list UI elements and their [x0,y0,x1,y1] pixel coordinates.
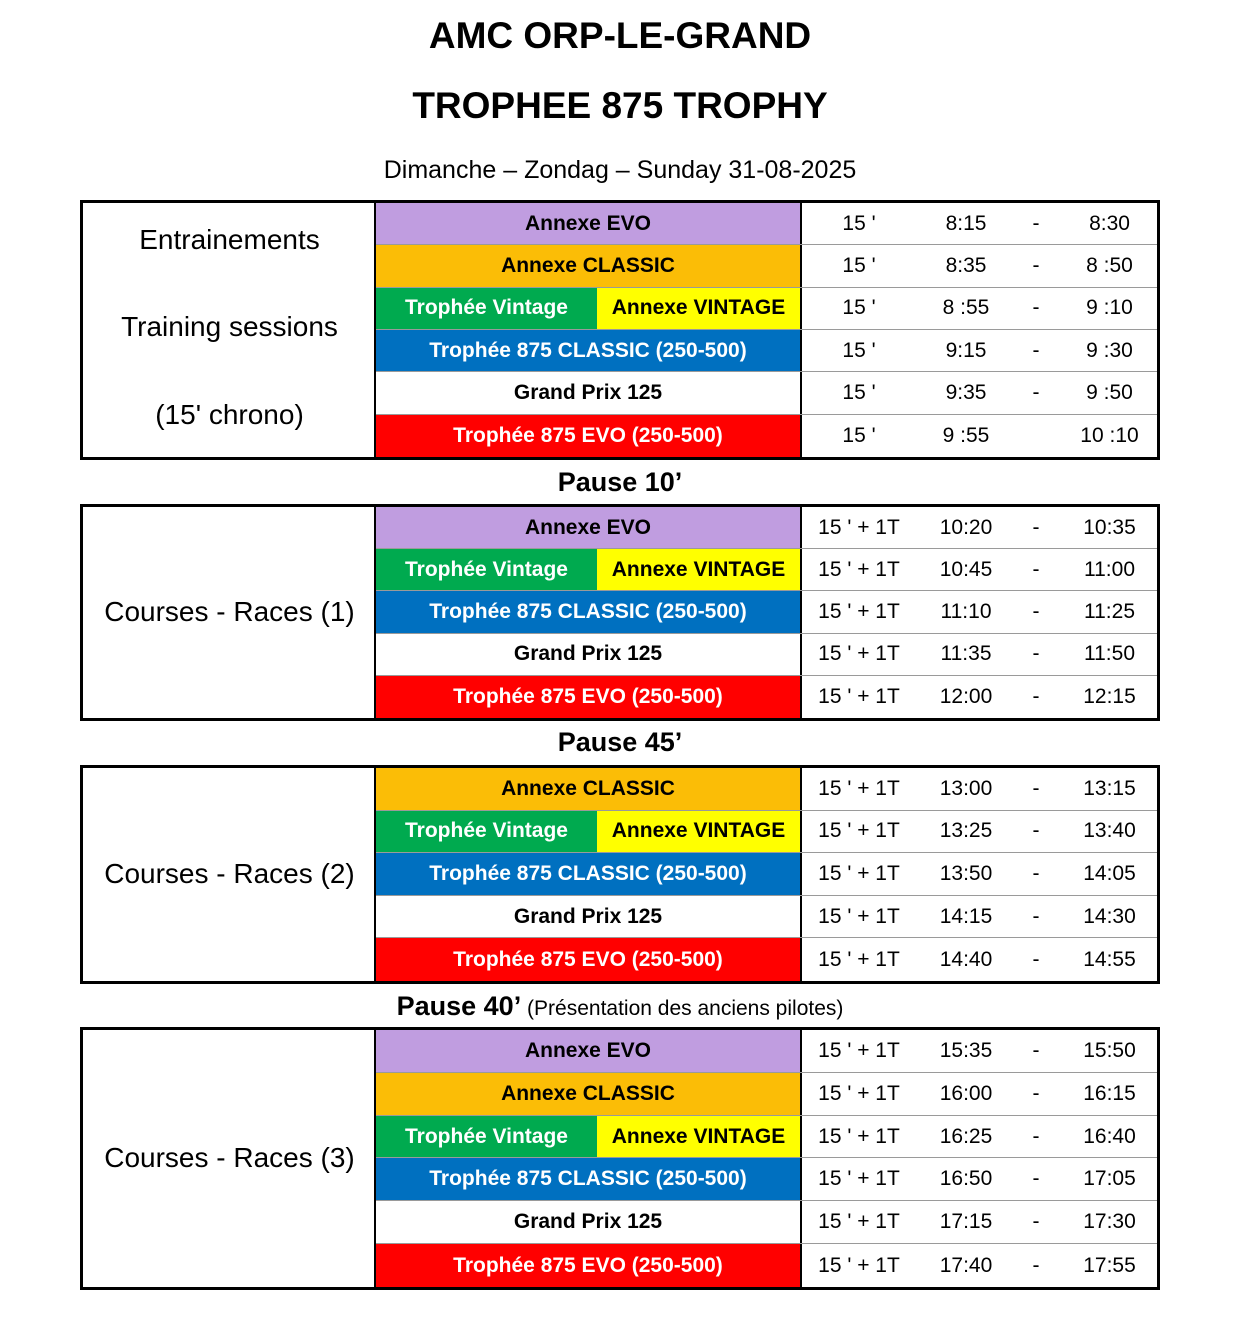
session-row [376,811,1157,854]
category-label: Trophée 875 EVO (250-500) [376,938,800,981]
category-label: Annexe VINTAGE [597,811,800,853]
session-rows [376,203,1157,457]
category-cell [376,288,802,329]
category-label: Annexe EVO [376,507,800,548]
end-time-cell: 17:30 [1083,1210,1136,1234]
end-time-cell: 14:55 [1083,947,1136,971]
session-row [376,938,1157,981]
start-time-cell: 9:35 [945,380,987,404]
page-title: AMC ORP-LE-GRAND [428,15,812,56]
end-time-cell: 8:30 [1089,211,1130,235]
category-cell [376,1158,802,1200]
start-time-cell: 15:35 [939,1038,993,1062]
session-row [376,1073,1157,1116]
end-time-cell: 16:40 [1083,1124,1136,1148]
end-time-cell: 11:00 [1084,557,1135,581]
start-time-cell: 12:00 [939,684,993,708]
separator-cell: - [1032,1167,1040,1191]
session-row [376,896,1157,939]
session-row [376,768,1157,811]
category-cell [376,811,802,853]
duration-cell: 15 ' + 1T [818,904,900,928]
end-time-cell: 15:50 [1083,1038,1136,1062]
separator-cell: - [1032,1038,1040,1062]
session-row [376,372,1157,414]
separator-cell: - [1032,1253,1040,1277]
category-label: Annexe EVO [376,1030,800,1072]
category-label: Annexe CLASSIC [376,1073,800,1115]
category-label: Trophée 875 EVO (250-500) [376,415,800,457]
end-time-cell: 17:05 [1083,1167,1136,1191]
session-row [376,591,1157,633]
category-cell [376,549,802,590]
category-label: Trophée Vintage [376,811,597,853]
block-label-area [83,1030,376,1287]
end-time-cell: 17:55 [1083,1253,1136,1277]
duration-cell: 15 ' + 1T [818,515,900,539]
category-cell [376,203,802,244]
start-time-cell: 8 :55 [942,296,990,320]
separator-cell: - [1032,599,1040,623]
category-cell [376,591,802,632]
session-row [376,1201,1157,1244]
schedule-block-races-1 [80,504,1160,721]
session-rows [376,1030,1157,1287]
duration-cell: 15 ' + 1T [818,1253,900,1277]
session-row [376,853,1157,896]
category-label: Annexe VINTAGE [597,549,800,590]
category-cell [376,896,802,938]
start-time-cell: 17:40 [939,1253,993,1277]
session-row [376,1030,1157,1073]
session-row [376,634,1157,676]
duration-cell: 15 ' + 1T [818,1081,900,1105]
duration-cell: 15 ' + 1T [818,684,900,708]
category-cell [376,1073,802,1115]
end-time-cell: 11:25 [1084,599,1135,623]
end-time-cell: 13:15 [1083,776,1136,800]
category-cell [376,634,802,675]
start-time-cell: 9:15 [945,338,987,362]
start-time-cell: 13:00 [939,776,993,800]
duration-cell: 15 ' [842,211,876,235]
separator-cell: - [1032,1081,1040,1105]
category-cell [376,245,802,286]
duration-cell: 15 ' + 1T [818,1210,900,1234]
start-time-cell: 13:25 [939,819,993,843]
separator-cell: - [1032,211,1040,235]
category-label: Annexe VINTAGE [597,288,800,329]
start-time-cell: 10:45 [939,557,993,581]
category-label: Trophée 875 EVO (250-500) [376,1244,800,1287]
separator-cell: - [1032,515,1040,539]
session-row [376,1244,1157,1287]
start-time-cell: 8:35 [945,253,987,277]
separator-cell [1016,415,1056,457]
start-time-cell: 14:40 [939,947,993,971]
category-label: Annexe CLASSIC [376,245,800,286]
category-label: Grand Prix 125 [376,372,800,413]
end-time-cell: 11:50 [1084,642,1135,666]
duration-cell: 15 ' + 1T [818,861,900,885]
category-label: Trophée 875 CLASSIC (250-500) [376,1158,800,1200]
category-label: Grand Prix 125 [376,634,800,675]
session-row [376,507,1157,549]
date-line: Dimanche – Zondag – Sunday 31-08-2025 [383,156,857,184]
session-rows [376,768,1157,981]
session-row [376,203,1157,245]
duration-cell: 15 ' + 1T [818,599,900,623]
schedule-block-training [80,200,1160,460]
start-time-cell: 16:00 [939,1081,993,1105]
start-time-cell: 16:50 [939,1167,993,1191]
end-time-cell: 9 :10 [1086,296,1133,320]
block-label: Courses - Races (2) [104,858,355,889]
start-time-cell: 13:50 [939,861,993,885]
category-label: Trophée Vintage [376,549,597,590]
session-rows [376,507,1157,718]
category-cell [376,1244,802,1287]
pause-1: Pause 10’ [557,467,683,497]
schedule-block-races-3 [80,1027,1160,1290]
session-row [376,676,1157,718]
start-time-cell: 9 :55 [942,423,990,447]
category-label: Trophée 875 CLASSIC (250-500) [376,330,800,371]
session-row [376,1158,1157,1201]
duration-cell: 15 ' + 1T [818,947,900,971]
category-label: Annexe CLASSIC [376,768,800,810]
category-label: Trophée Vintage [376,1116,597,1158]
separator-cell: - [1032,1124,1040,1148]
duration-cell: 15 ' + 1T [818,1167,900,1191]
session-row [376,1116,1157,1159]
session-row [376,415,1157,457]
duration-cell: 15 ' [842,296,876,320]
block-label: Courses - Races (3) [104,1142,355,1173]
separator-cell: - [1032,1210,1040,1234]
category-label: Grand Prix 125 [376,896,800,938]
end-time-cell: 14:30 [1083,904,1136,928]
end-time-cell: 10:35 [1083,515,1136,539]
start-time-cell: 17:15 [939,1210,993,1234]
category-cell [376,372,802,413]
duration-cell: 15 ' + 1T [818,1124,900,1148]
separator-cell: - [1032,253,1040,277]
end-time-cell: 12:15 [1083,684,1136,708]
end-time-cell: 13:40 [1083,819,1136,843]
category-label: Grand Prix 125 [376,1201,800,1243]
duration-cell: 15 ' [842,380,876,404]
duration-cell: 15 ' [842,253,876,277]
separator-cell: - [1032,861,1040,885]
end-time-cell: 16:15 [1083,1081,1136,1105]
start-time-cell: 11:10 [940,599,992,623]
pause-3: Pause 40’ (Présentation des anciens pilotes) [396,991,844,1021]
pause-2: Pause 45’ [557,727,683,757]
start-time-cell: 10:20 [939,515,993,539]
block-label-area [83,768,376,981]
separator-cell: - [1032,776,1040,800]
category-cell [376,1201,802,1243]
separator-cell: - [1032,947,1040,971]
session-row [376,549,1157,591]
category-label: Annexe VINTAGE [597,1116,800,1158]
duration-cell: 15 ' + 1T [818,776,900,800]
category-cell [376,507,802,548]
duration-cell: 15 ' + 1T [818,1038,900,1062]
separator-cell: - [1032,380,1040,404]
session-row [376,245,1157,287]
schedule-block-races-2 [80,765,1160,984]
category-cell [376,330,802,371]
session-row [376,330,1157,372]
category-cell [376,853,802,895]
page-subtitle: TROPHEE 875 TROPHY [412,85,828,126]
block-label: Entrainements [139,224,320,255]
category-cell [376,1030,802,1072]
separator-cell: - [1032,296,1040,320]
separator-cell: - [1032,684,1040,708]
category-cell [376,768,802,810]
duration-cell: 15 ' [842,423,876,447]
start-time-cell: 8:15 [945,211,987,235]
session-row [376,288,1157,330]
category-label: Trophée 875 EVO (250-500) [376,676,800,718]
category-cell [376,415,802,457]
block-label-area [83,203,376,457]
category-label: Trophée 875 CLASSIC (250-500) [376,591,800,632]
duration-cell: 15 ' + 1T [818,642,900,666]
category-cell [376,676,802,718]
start-time-cell: 14:15 [939,904,993,928]
end-time-cell: 9 :50 [1086,380,1133,404]
start-time-cell: 16:25 [939,1124,993,1148]
block-label-area [83,507,376,718]
category-label: Trophée 875 CLASSIC (250-500) [376,853,800,895]
separator-cell: - [1032,338,1040,362]
block-label: Courses - Races (1) [104,596,355,627]
duration-cell: 15 ' + 1T [818,819,900,843]
separator-cell: - [1032,819,1040,843]
duration-cell: 15 ' [842,338,876,362]
start-time-cell: 11:35 [940,642,992,666]
category-label: Annexe EVO [376,203,800,244]
end-time-cell: 10 :10 [1080,423,1139,447]
separator-cell: - [1032,557,1040,581]
end-time-cell: 8 :50 [1086,253,1133,277]
category-cell [376,1116,802,1158]
block-label: Training sessions [121,311,338,342]
separator-cell: - [1032,904,1040,928]
block-label: (15' chrono) [155,399,304,430]
end-time-cell: 9 :30 [1086,338,1133,362]
duration-cell: 15 ' + 1T [818,557,900,581]
end-time-cell: 14:05 [1083,861,1136,885]
separator-cell: - [1032,642,1040,666]
category-label: Trophée Vintage [376,288,597,329]
category-cell [376,938,802,981]
